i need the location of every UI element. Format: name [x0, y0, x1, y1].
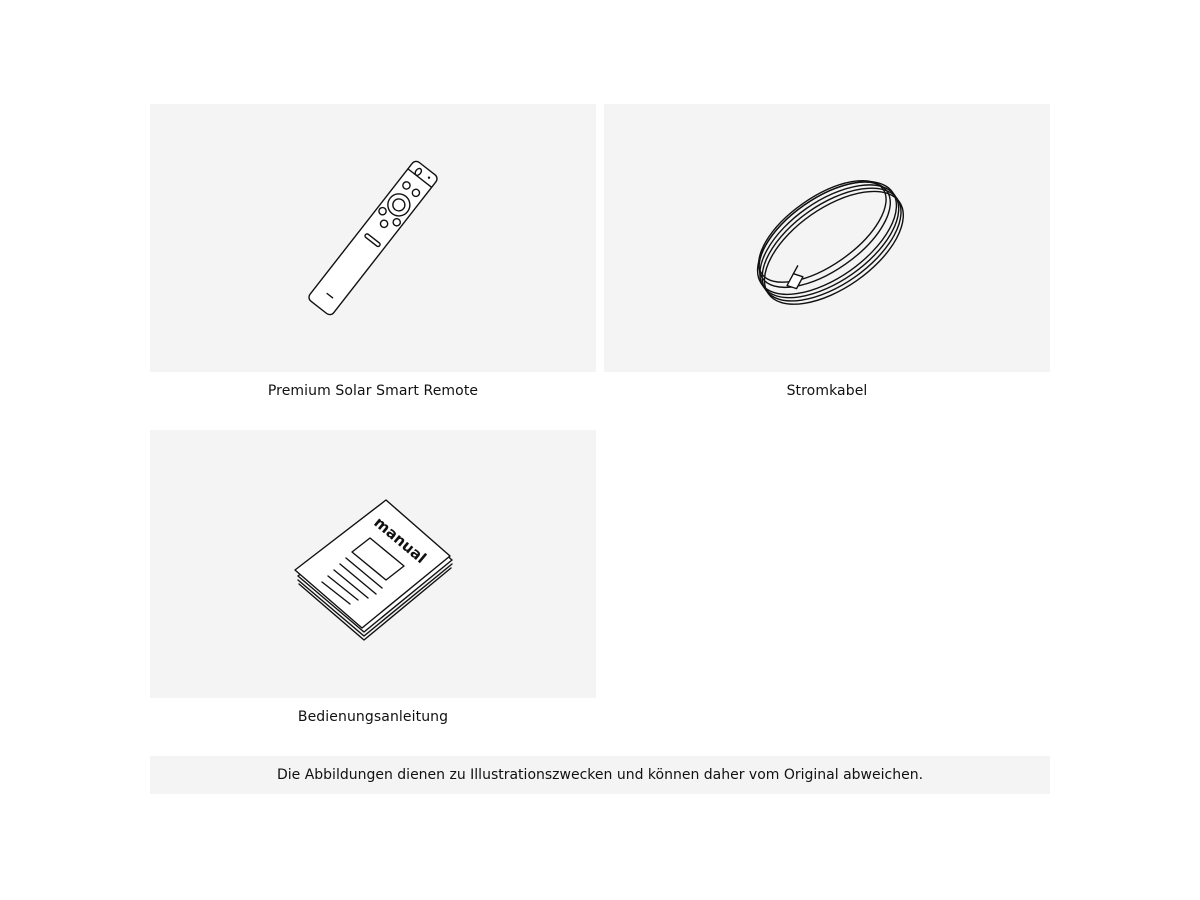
item-card-remote [150, 104, 596, 400]
item-label: Bedienungsanleitung [297, 709, 449, 725]
remote-control-icon [150, 104, 596, 372]
manual-booklet-icon [150, 430, 596, 698]
item-image-panel [150, 430, 596, 698]
power-cable-icon [604, 104, 1050, 372]
manual-cover-text: manual [370, 513, 430, 568]
item-image-panel [150, 104, 596, 372]
illustration-disclaimer: Die Abbildungen dienen zu Illustrationszwecken und können daher vom Original abweichen. [150, 756, 1050, 794]
item-card-manual [150, 430, 596, 726]
item-label: Premium Solar Smart Remote [267, 383, 479, 399]
item-card-cable [604, 104, 1050, 400]
item-image-panel [604, 104, 1050, 372]
item-label: Stromkabel [786, 383, 868, 399]
